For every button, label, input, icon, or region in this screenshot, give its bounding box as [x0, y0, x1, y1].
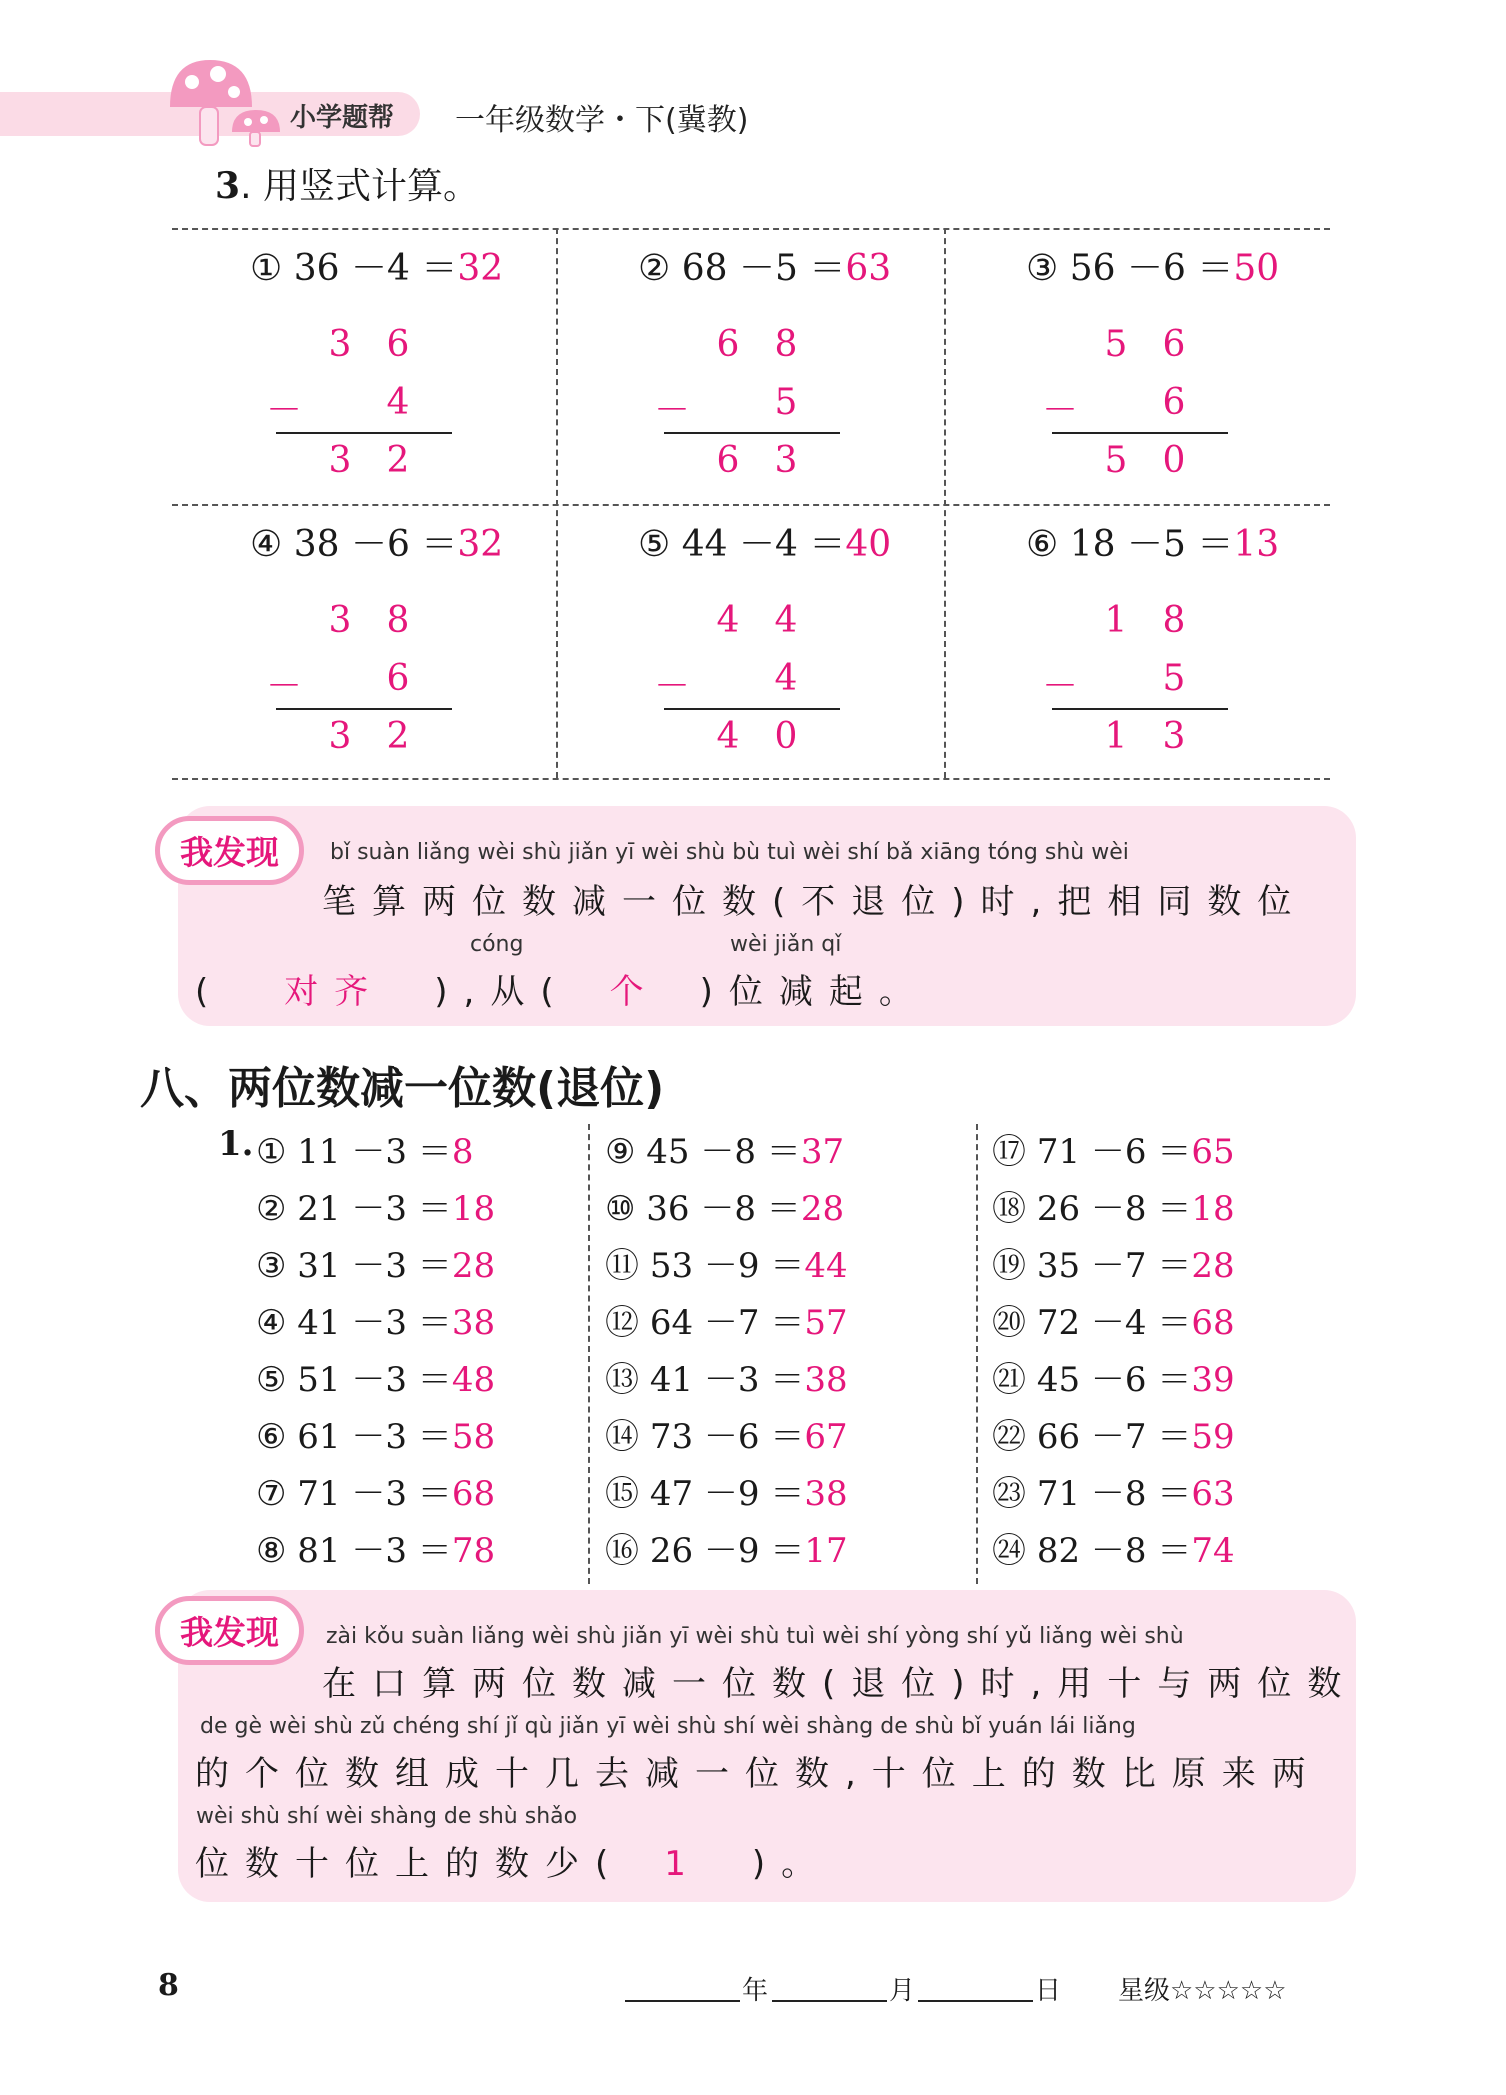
answer: 57: [804, 1303, 848, 1343]
answer: 63: [1191, 1474, 1235, 1514]
answer: 37: [800, 1132, 845, 1172]
oral-problem: ㉒ 66 －7 ＝59: [992, 1417, 1235, 1457]
brand-name: 小学题帮: [290, 103, 395, 133]
oral-problem: ⑲ 35 －7 ＝28: [992, 1246, 1235, 1286]
answer: 48: [451, 1360, 496, 1400]
answer: 18: [1191, 1189, 1235, 1229]
oral-problem: ② 21 －3 ＝18: [256, 1189, 496, 1229]
oral-problem: ⑰ 71 －6 ＝65: [992, 1132, 1235, 1172]
page-number: 8: [158, 1968, 179, 2003]
answer: 17: [804, 1531, 848, 1571]
column-divider: [588, 1124, 590, 1584]
minus-sign: －: [1041, 390, 1078, 431]
discovery-text: 笔算两位数减一位数(不退位)时,把相同数位: [322, 882, 1308, 922]
vertical-digit: 6: [1162, 382, 1186, 423]
answer: 65: [1191, 1132, 1235, 1172]
day-label: 日: [1035, 1976, 1062, 2006]
pinyin-line: zài kǒu suàn liǎng wèi shù jiǎn yī wèi shù tuì wèi shí yòng shí yǔ liǎng wèi shù: [326, 1624, 1184, 1649]
vertical-digit: 6: [386, 324, 410, 365]
discovery-text: 位数十位上的数少( 1 )。: [195, 1844, 832, 1884]
answer: 28: [800, 1189, 845, 1229]
vertical-digit: 0: [774, 716, 798, 757]
oral-problem: ⑧ 81 －3 ＝78: [256, 1531, 496, 1571]
vertical-digit: 4: [716, 716, 740, 757]
oral-problem: ⑫ 64 －7 ＝57: [605, 1303, 848, 1343]
vertical-digit: 3: [328, 440, 352, 481]
answer: 28: [1191, 1246, 1235, 1286]
vertical-problem-equation: ② 68 －5 ＝63: [638, 248, 892, 289]
oral-problem: ⑯ 26 －9 ＝17: [605, 1531, 848, 1571]
vertical-digit: 1: [1104, 600, 1128, 641]
answer: 8: [451, 1132, 474, 1172]
month-blank: [772, 2000, 887, 2002]
answer: 38: [804, 1360, 848, 1400]
discovery-text: 的个位数组成十几去减一位数,十位上的数比原来两: [195, 1754, 1322, 1794]
book-title: 一年级数学・下(冀教): [455, 103, 749, 138]
vertical-digit: 1: [1104, 716, 1128, 757]
vertical-rule: [664, 432, 840, 434]
oral-problem: ⑬ 41 －3 ＝38: [605, 1360, 848, 1400]
vertical-digit: 5: [774, 382, 798, 423]
vertical-digit: 3: [328, 324, 352, 365]
vertical-rule: [276, 432, 452, 434]
discovery-text: ( 对齐 ),从( 个 )位减起。: [195, 972, 929, 1012]
vertical-problem-equation: ⑤ 44 －4 ＝40: [638, 524, 892, 565]
vertical-digit: 8: [386, 600, 410, 641]
answer: 74: [1191, 1531, 1235, 1571]
question-1-number: 1.: [218, 1124, 254, 1164]
vertical-digit: 3: [328, 716, 352, 757]
vertical-digit: 4: [774, 600, 798, 641]
vertical-digit: 6: [1162, 324, 1186, 365]
fill-answer: 对齐: [284, 972, 385, 1012]
pinyin-line: cóng: [470, 932, 524, 957]
oral-problem: ① 11 －3 ＝8: [256, 1132, 474, 1172]
question-3-title: 3. 用竖式计算。: [215, 165, 479, 207]
answer: 18: [451, 1189, 496, 1229]
vertical-rule: [664, 708, 840, 710]
oral-problem: ㉑ 45 －6 ＝39: [992, 1360, 1235, 1400]
fill-answer: 个: [609, 972, 660, 1012]
answer: 44: [804, 1246, 848, 1286]
year-label: 年: [742, 1976, 769, 2006]
day-blank: [918, 2000, 1033, 2002]
vertical-digit: 2: [386, 440, 410, 481]
oral-problem: ⑨ 45 －8 ＝37: [605, 1132, 845, 1172]
answer: 28: [451, 1246, 496, 1286]
answer: 13: [1233, 524, 1280, 565]
vertical-rule: [276, 708, 452, 710]
vertical-digit: 8: [1162, 600, 1186, 641]
oral-problem: ⑮ 47 －9 ＝38: [605, 1474, 848, 1514]
vertical-problem-equation: ① 36 －4 ＝32: [250, 248, 504, 289]
oral-problem: ④ 41 －3 ＝38: [256, 1303, 496, 1343]
answer: 67: [804, 1417, 848, 1457]
oral-problem: ⑱ 26 －8 ＝18: [992, 1189, 1235, 1229]
minus-sign: －: [1041, 666, 1078, 707]
answer: 63: [845, 248, 892, 289]
vertical-digit: 5: [1104, 324, 1128, 365]
vertical-rule: [1052, 432, 1228, 434]
vertical-problem-equation: ⑥ 18 －5 ＝13: [1026, 524, 1280, 565]
oral-problem: ㉔ 82 －8 ＝74: [992, 1531, 1235, 1571]
vertical-digit: 6: [716, 324, 740, 365]
answer: 68: [451, 1474, 496, 1514]
grid-mid-line: [172, 504, 1330, 506]
vertical-digit: 3: [328, 600, 352, 641]
answer: 32: [457, 248, 504, 289]
column-divider: [976, 1124, 978, 1584]
vertical-digit: 3: [774, 440, 798, 481]
minus-sign: －: [265, 666, 302, 707]
grid-divider: [556, 228, 558, 778]
vertical-digit: 0: [1162, 440, 1186, 481]
answer: 58: [451, 1417, 496, 1457]
vertical-rule: [1052, 708, 1228, 710]
section-title: 八、两位数减一位数(退位): [140, 1063, 665, 1114]
oral-problem: ⑦ 71 －3 ＝68: [256, 1474, 496, 1514]
answer: 78: [451, 1531, 496, 1571]
grid-bottom-line: [172, 778, 1330, 780]
vertical-problem-equation: ③ 56 －6 ＝50: [1026, 248, 1280, 289]
oral-problem: ③ 31 －3 ＝28: [256, 1246, 496, 1286]
vertical-digit: 6: [386, 658, 410, 699]
vertical-digit: 8: [774, 324, 798, 365]
vertical-digit: 4: [774, 658, 798, 699]
discovery-badge-1: 我发现: [155, 816, 304, 885]
oral-problem: ㉓ 71 －8 ＝63: [992, 1474, 1235, 1514]
grid-divider: [944, 228, 946, 778]
vertical-digit: 2: [386, 716, 410, 757]
oral-problem: ⑩ 36 －8 ＝28: [605, 1189, 845, 1229]
answer: 59: [1191, 1417, 1235, 1457]
oral-problem: ⑥ 61 －3 ＝58: [256, 1417, 496, 1457]
pinyin-line: bǐ suàn liǎng wèi shù jiǎn yī wèi shù bù tuì wèi shí bǎ xiāng tóng shù wèi: [330, 840, 1129, 865]
answer: 50: [1233, 248, 1280, 289]
vertical-digit: 5: [1104, 440, 1128, 481]
oral-problem: ⑤ 51 －3 ＝48: [256, 1360, 496, 1400]
pinyin-line: de gè wèi shù zǔ chéng shí jǐ qù jiǎn yī wèi shù shí wèi shàng de shù bǐ yuán lái liǎng: [200, 1714, 1136, 1739]
vertical-problem-equation: ④ 38 －6 ＝32: [250, 524, 504, 565]
vertical-digit: 6: [716, 440, 740, 481]
answer: 68: [1191, 1303, 1235, 1343]
answer: 39: [1191, 1360, 1235, 1400]
discovery-badge-2: 我发现: [155, 1596, 304, 1665]
oral-problem: ⑪ 53 －9 ＝44: [605, 1246, 848, 1286]
year-blank: [625, 2000, 740, 2002]
vertical-digit: 4: [386, 382, 410, 423]
minus-sign: －: [265, 390, 302, 431]
grid-top-line: [172, 228, 1330, 230]
minus-sign: －: [653, 666, 690, 707]
mushroom-icon: [160, 52, 290, 147]
pinyin-line: wèi jiǎn qǐ: [730, 932, 842, 957]
fill-answer: 1: [664, 1844, 702, 1884]
vertical-digit: 4: [716, 600, 740, 641]
oral-problem: ⑳ 72 －4 ＝68: [992, 1303, 1235, 1343]
answer: 38: [451, 1303, 496, 1343]
answer: 40: [845, 524, 892, 565]
vertical-digit: 5: [1162, 658, 1186, 699]
answer: 38: [804, 1474, 848, 1514]
discovery-text: 在口算两位数减一位数(退位)时,用十与两位数: [322, 1664, 1358, 1704]
minus-sign: －: [653, 390, 690, 431]
oral-problem: ⑭ 73 －6 ＝67: [605, 1417, 848, 1457]
month-label: 月: [889, 1976, 916, 2006]
pinyin-line: wèi shù shí wèi shàng de shù shǎo: [196, 1804, 578, 1829]
answer: 32: [457, 524, 504, 565]
star-rating: 星级☆☆☆☆☆: [1118, 1976, 1287, 2006]
vertical-digit: 3: [1162, 716, 1186, 757]
